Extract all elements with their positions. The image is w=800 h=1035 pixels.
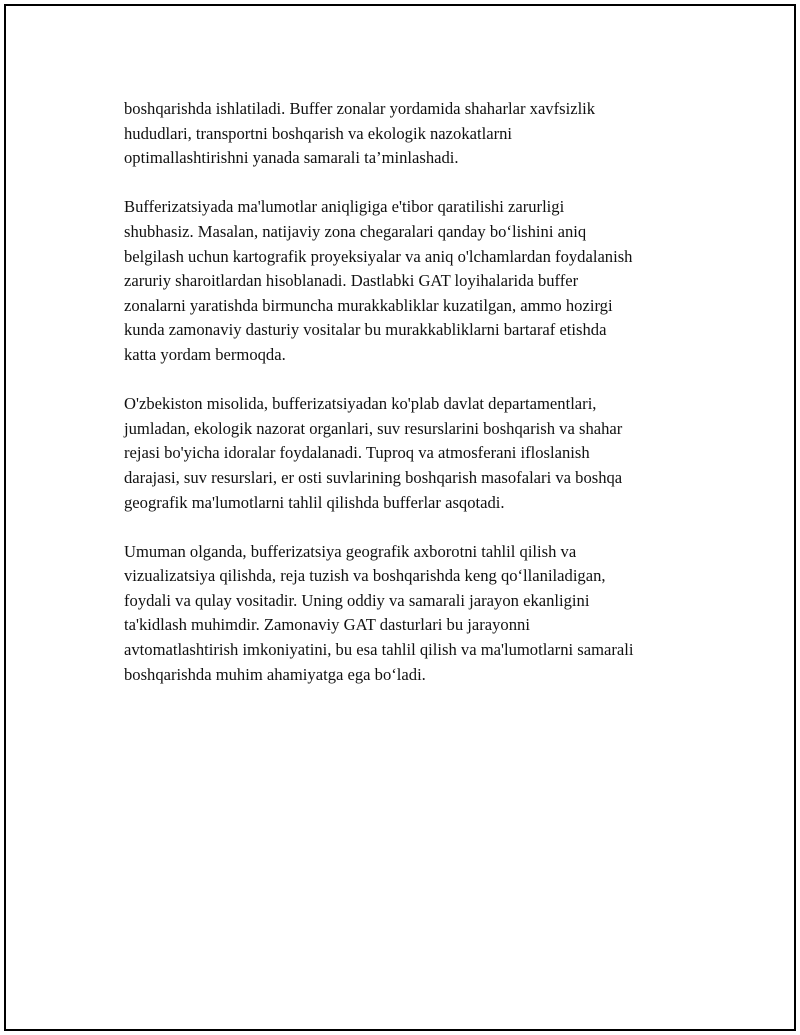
- page-frame: [4, 4, 796, 1031]
- paragraph-data-accuracy: Bufferizatsiyada ma'lumotlar aniqligiga e'tibor qaratilishi zarurligi shubhasiz. Masalan, natijaviy zona chegaralari qanday bo‘lishini aniq belgilash uchun kartografik proyeksiyalar va aniq o'lchamlardan foydalanish zaruriy sharoitlardan hisoblanadi. Dastlabki GAT loyihalarida buffer zonalarni yaratishda birmuncha murakkabliklar kuzatilgan, ammo hozirgi kunda zamonaviy dasturiy vositalar bu murakkabliklarni bartaraf etishda katta yordam bermoqda.: [124, 197, 633, 364]
- paragraph-buffer-zones: boshqarishda ishlatiladi. Buffer zonalar yordamida shaharlar xavfsizlik hududlari, transportni boshqarish va ekologik nazokatlarni optimallashtirishni yanada samarali ta’minlashadi.: [124, 99, 596, 168]
- paragraph-uzbekistan-example: O'zbekiston misolida, bufferizatsiyadan ko'plab davlat departamentlari, jumladan, ekologik nazorat organlari, suv resurslarini boshqarish va shahar rejasi bo'yicha idoralar foydalanadi. Tuproq va atmosferani ifloslanish darajasi, suv resurslari, er osti suvlarining boshqarish masofalari va boshqa geografik ma'lumotlarni tahlil qilishda bufferlar asqotadi.: [124, 394, 623, 512]
- paragraph-conclusion: Umuman olganda, bufferizatsiya geografik axborotni tahlil qilish va vizualizatsiya qilishda, reja tuzish va boshqarishda keng qo‘llaniladigan, foydali va qulay vositadir. Uning oddiy va samarali jarayon ekanligini ta'kidlash muhimdir. Zamonaviy GAT dasturlari bu jarayonni avtomatlashtirish imkoniyatini, bu esa tahlil qilish va ma'lumotlarni samarali boshqarishda muhim ahamiyatga ega bo‘ladi.: [124, 541, 634, 684]
- document-body: [124, 97, 714, 712]
